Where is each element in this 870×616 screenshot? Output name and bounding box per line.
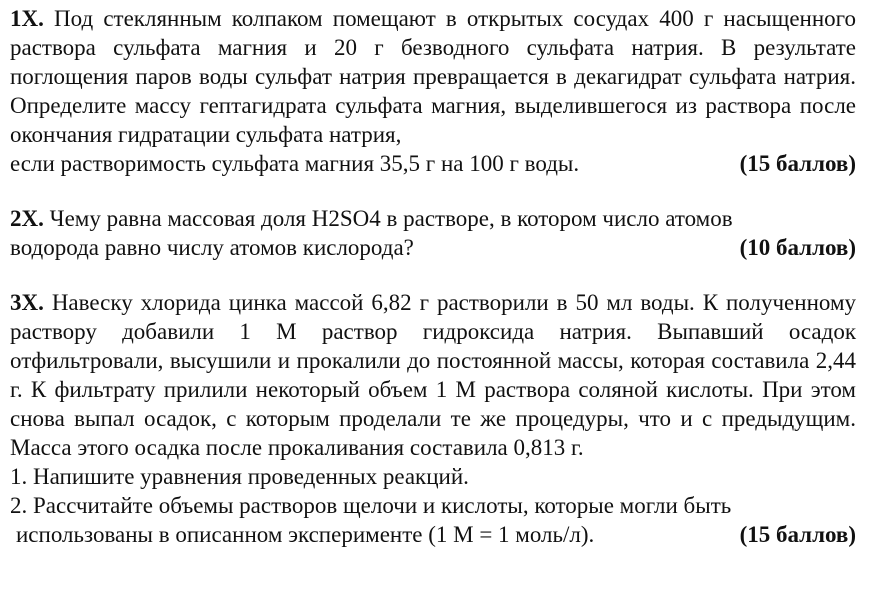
problem-3-text: Навеску хлорида цинка массой 6,82 г растворили в 50 мл воды. К полученному раствору добавили 1 М раствор гидроксида натрия. Выпавший осадок отфильтровали, высушили и прокалили до постоянной массы, которая составила 2,44 г. К фильтрату прилили некоторый объем 1 М раствора соляной кислоты. При этом снова выпал осадок, с которым проделали те же процедуры, что и с предыдущим. Масса этого осадка после прокаливания составила 0,813 г. bbox=[10, 290, 856, 460]
problem-3-body bbox=[10, 288, 856, 462]
problem-2-last-line bbox=[10, 233, 856, 262]
problem-3-task-list bbox=[10, 462, 856, 520]
problem-2-number: 2Х. bbox=[10, 206, 44, 231]
problem-3 bbox=[10, 288, 856, 549]
problem-3-number: 3Х. bbox=[10, 290, 44, 315]
problem-1-last-text: если растворимость сульфата магния 35,5 г на 100 г воды. bbox=[10, 151, 580, 176]
problem-2-body bbox=[10, 204, 856, 233]
problem-1-last-line bbox=[10, 149, 856, 178]
problem-2 bbox=[10, 204, 856, 262]
problem-2-text: Чему равна массовая доля H2SO4 в растворе, в котором число атомов bbox=[49, 206, 733, 231]
problem-1 bbox=[10, 4, 856, 178]
problem-2-last-text: водорода равно числу атомов кислорода? bbox=[10, 235, 414, 260]
problem-3-last-text: использованы в описанном эксперименте (1 М = 1 моль/л). bbox=[16, 522, 595, 547]
problem-3-points: (15 баллов) bbox=[739, 522, 856, 547]
problem-3-last-line bbox=[10, 520, 856, 549]
problem-1-points: (15 баллов) bbox=[739, 151, 856, 176]
problem-1-text: Под стеклянным колпаком помещают в открытых сосудах 400 г насыщенного раствора сульфата магния и 20 г безводного сульфата натрия. В результате поглощения паров воды сульфат натрия превращается в декагидрат сульфата натрия. Определите массу гептагидрата сульфата магния, выделившегося из раствора после окончания гидратации сульфата натрия, bbox=[10, 6, 857, 147]
problem-1-number: 1Х. bbox=[10, 6, 44, 31]
problem-1-body bbox=[10, 4, 856, 149]
problem-3-task-1: 1. Напишите уравнения проведенных реакций. bbox=[10, 464, 469, 489]
problem-3-task-2: 2. Рассчитайте объемы растворов щелочи и кислоты, которые могли быть bbox=[10, 493, 732, 518]
problem-2-points: (10 баллов) bbox=[739, 235, 856, 260]
